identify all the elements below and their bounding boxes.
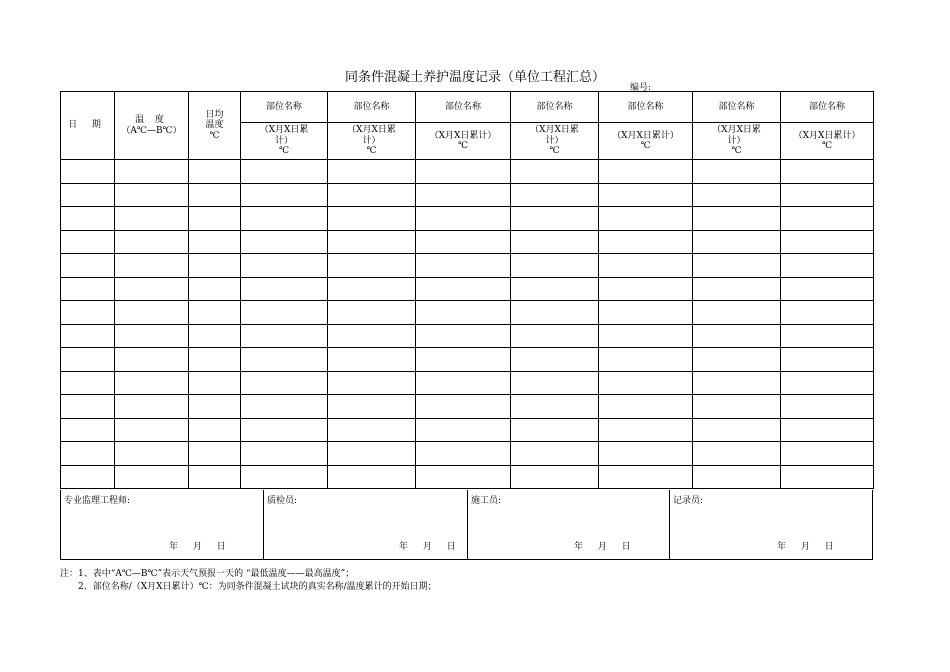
- cumulative-line2: 计）: [362, 135, 381, 146]
- table-cell[interactable]: [328, 277, 416, 301]
- table-row: [61, 230, 874, 254]
- table-cell[interactable]: [189, 395, 241, 419]
- table-cell[interactable]: [241, 442, 328, 466]
- supervisor-signature-box[interactable]: [61, 490, 264, 559]
- table-cell[interactable]: [416, 230, 511, 254]
- header-part-name-3: 部位名称: [416, 92, 511, 123]
- table-cell[interactable]: [61, 465, 115, 489]
- cumulative-unit: ℃: [640, 141, 651, 151]
- table-cell[interactable]: [416, 371, 511, 395]
- table-row: [61, 418, 874, 442]
- header-cumulative-2: [328, 123, 416, 160]
- table-cell[interactable]: [511, 254, 599, 278]
- table-cell[interactable]: [241, 465, 328, 489]
- constructor-signature-box[interactable]: [468, 490, 670, 559]
- supervisor-date: 年 月 日: [169, 542, 226, 552]
- table-cell[interactable]: [328, 371, 416, 395]
- table-cell[interactable]: [511, 160, 599, 184]
- table-cell[interactable]: [599, 371, 693, 395]
- table-cell[interactable]: [328, 183, 416, 207]
- table-cell[interactable]: [61, 442, 115, 466]
- table-cell[interactable]: [416, 277, 511, 301]
- table-cell[interactable]: [61, 371, 115, 395]
- table-row: [61, 207, 874, 231]
- cumulative-unit: ℃: [457, 141, 469, 151]
- cumulative-unit: ℃: [821, 141, 833, 151]
- table-cell[interactable]: [115, 465, 189, 489]
- header-part-name-1: 部位名称: [241, 92, 328, 123]
- table-cell[interactable]: [241, 348, 328, 372]
- table-cell[interactable]: [241, 277, 328, 301]
- table-cell[interactable]: [328, 418, 416, 442]
- table-row: [61, 301, 874, 325]
- table-cell[interactable]: [781, 160, 874, 184]
- table-cell[interactable]: [189, 324, 241, 348]
- table-cell[interactable]: [599, 324, 693, 348]
- table-cell[interactable]: [599, 230, 693, 254]
- header-cumulative-5: [599, 123, 693, 160]
- table-cell[interactable]: [328, 160, 416, 184]
- table-cell[interactable]: [115, 395, 189, 419]
- cumulative-unit: ℃: [278, 146, 290, 157]
- table-cell[interactable]: [693, 418, 781, 442]
- table-cell[interactable]: [328, 348, 416, 372]
- table-cell[interactable]: [599, 277, 693, 301]
- table-cell[interactable]: [781, 465, 874, 489]
- cumulative-line1: （X月X日累: [712, 125, 761, 136]
- table-cell[interactable]: [115, 254, 189, 278]
- table-cell[interactable]: [189, 207, 241, 231]
- table-cell[interactable]: [781, 371, 874, 395]
- table-cell[interactable]: [189, 465, 241, 489]
- table-cell[interactable]: [781, 254, 874, 278]
- table-cell[interactable]: [599, 301, 693, 325]
- table-cell[interactable]: [511, 465, 599, 489]
- table-cell[interactable]: [416, 301, 511, 325]
- table-cell[interactable]: [511, 277, 599, 301]
- table-row: [61, 277, 874, 301]
- table-cell[interactable]: [115, 207, 189, 231]
- table-cell[interactable]: [328, 207, 416, 231]
- table-cell[interactable]: [189, 160, 241, 184]
- table-cell[interactable]: [781, 395, 874, 419]
- table-cell[interactable]: [328, 395, 416, 419]
- table-cell[interactable]: [416, 465, 511, 489]
- table-cell[interactable]: [781, 207, 874, 231]
- table-cell[interactable]: [416, 442, 511, 466]
- cumulative-unit: ℃: [549, 146, 560, 157]
- table-cell[interactable]: [189, 254, 241, 278]
- header-date: 日 期: [61, 92, 115, 160]
- cumulative-line: （X月X日累计）: [793, 130, 861, 141]
- constructor-label: 施工员:: [471, 496, 502, 506]
- header-temperature-label: 温 度: [135, 115, 168, 126]
- header-cumulative-6: [693, 123, 781, 160]
- table-cell[interactable]: [115, 277, 189, 301]
- table-cell[interactable]: [61, 230, 115, 254]
- table-cell[interactable]: [781, 324, 874, 348]
- table-cell[interactable]: [189, 418, 241, 442]
- table-cell[interactable]: [115, 324, 189, 348]
- table-cell[interactable]: [781, 277, 874, 301]
- table-cell[interactable]: [599, 183, 693, 207]
- table-cell[interactable]: [61, 207, 115, 231]
- table-cell[interactable]: [511, 324, 599, 348]
- table-cell[interactable]: [511, 183, 599, 207]
- cumulative-line1: （X月X日累: [347, 125, 396, 136]
- table-cell[interactable]: [693, 160, 781, 184]
- header-part-name-4: 部位名称: [511, 92, 599, 123]
- table-cell[interactable]: [693, 348, 781, 372]
- table-cell[interactable]: [781, 348, 874, 372]
- signature-area: [60, 490, 873, 560]
- table-cell[interactable]: [241, 371, 328, 395]
- table-cell[interactable]: [416, 207, 511, 231]
- table-row: [61, 395, 874, 419]
- table-cell[interactable]: [599, 442, 693, 466]
- table-cell[interactable]: [781, 301, 874, 325]
- header-part-name-5: 部位名称: [599, 92, 693, 123]
- header-avg-line2: 温度: [205, 120, 224, 131]
- table-cell[interactable]: [693, 230, 781, 254]
- header-daily-average: [189, 92, 241, 160]
- table-cell[interactable]: [416, 324, 511, 348]
- cumulative-line: （X月X日累计）: [612, 130, 679, 141]
- table-cell[interactable]: [416, 418, 511, 442]
- table-cell[interactable]: [115, 371, 189, 395]
- header-avg-line1: 日均: [205, 109, 224, 120]
- table-cell[interactable]: [511, 371, 599, 395]
- table-cell[interactable]: [416, 395, 511, 419]
- table-cell[interactable]: [511, 301, 599, 325]
- table-cell[interactable]: [511, 230, 599, 254]
- table-cell[interactable]: [241, 395, 328, 419]
- header-cumulative-7: [781, 123, 874, 160]
- table-cell[interactable]: [189, 301, 241, 325]
- header-part-name-2: 部位名称: [328, 92, 416, 123]
- table-cell[interactable]: [61, 348, 115, 372]
- table-cell[interactable]: [693, 183, 781, 207]
- header-temperature: [115, 92, 189, 160]
- table-row: [61, 442, 874, 466]
- header-avg-unit: ℃: [209, 130, 220, 141]
- serial-number-label: 编号:: [630, 83, 652, 93]
- table-cell[interactable]: [328, 442, 416, 466]
- table-cell[interactable]: [781, 442, 874, 466]
- page-title: 同条件混凝土养护温度记录（单位工程汇总）: [344, 70, 605, 85]
- table-cell[interactable]: [189, 442, 241, 466]
- temperature-record-table: [60, 91, 874, 489]
- table-cell[interactable]: [241, 183, 328, 207]
- cumulative-unit: ℃: [731, 146, 742, 157]
- inspector-date: 年 月 日: [399, 542, 456, 552]
- table-cell[interactable]: [416, 348, 511, 372]
- table-cell[interactable]: [328, 230, 416, 254]
- table-cell[interactable]: [781, 230, 874, 254]
- table-cell[interactable]: [328, 465, 416, 489]
- table-cell[interactable]: [599, 254, 693, 278]
- table-cell[interactable]: [115, 301, 189, 325]
- header-cumulative-3: [416, 123, 511, 160]
- table-cell[interactable]: [61, 301, 115, 325]
- table-cell[interactable]: [241, 301, 328, 325]
- table-cell[interactable]: [693, 324, 781, 348]
- header-part-name-7: 部位名称: [781, 92, 874, 123]
- table-cell[interactable]: [693, 465, 781, 489]
- table-cell[interactable]: [328, 324, 416, 348]
- table-row: [61, 348, 874, 372]
- header-cumulative-1: [241, 123, 328, 160]
- notes: [60, 568, 437, 594]
- table-cell[interactable]: [599, 418, 693, 442]
- inspector-signature-box[interactable]: [264, 490, 468, 559]
- table-row: [61, 371, 874, 395]
- table-cell[interactable]: [511, 442, 599, 466]
- note-line-1: 注：1、表中“A℃—B℃”表示天气预报一天的 “最低温度——最高温度”；: [60, 569, 355, 579]
- header-part-name-6: 部位名称: [693, 92, 781, 123]
- table-body: [61, 160, 874, 489]
- table-cell[interactable]: [599, 465, 693, 489]
- table-row: [61, 254, 874, 278]
- recorder-label: 记录员:: [673, 496, 704, 506]
- table-cell[interactable]: [241, 418, 328, 442]
- table-cell[interactable]: [61, 160, 115, 184]
- table-cell[interactable]: [781, 183, 874, 207]
- cumulative-line2: 计）: [727, 135, 746, 146]
- table-cell[interactable]: [61, 277, 115, 301]
- table-cell[interactable]: [693, 254, 781, 278]
- table-cell[interactable]: [599, 348, 693, 372]
- cumulative-line2: 计）: [274, 135, 293, 146]
- table-cell[interactable]: [189, 230, 241, 254]
- table-cell[interactable]: [328, 301, 416, 325]
- recorder-signature-box[interactable]: [670, 490, 872, 559]
- table-cell[interactable]: [511, 207, 599, 231]
- table-cell[interactable]: [241, 254, 328, 278]
- table-cell[interactable]: [328, 254, 416, 278]
- table-cell[interactable]: [599, 160, 693, 184]
- cumulative-line1: （X月X日累: [530, 125, 579, 136]
- table-cell[interactable]: [61, 254, 115, 278]
- table-cell[interactable]: [511, 348, 599, 372]
- table-cell[interactable]: [241, 230, 328, 254]
- table-cell[interactable]: [511, 418, 599, 442]
- table-cell[interactable]: [115, 160, 189, 184]
- table-cell[interactable]: [61, 324, 115, 348]
- table-cell[interactable]: [693, 301, 781, 325]
- table-cell[interactable]: [416, 183, 511, 207]
- table-cell[interactable]: [693, 371, 781, 395]
- table-cell[interactable]: [241, 324, 328, 348]
- table-cell[interactable]: [416, 160, 511, 184]
- table-cell[interactable]: [781, 418, 874, 442]
- table-cell[interactable]: [189, 183, 241, 207]
- table-cell[interactable]: [241, 207, 328, 231]
- recorder-date: 年 月 日: [777, 542, 834, 552]
- header-temperature-unit: （A℃—B℃）: [121, 125, 182, 136]
- table-row: [61, 160, 874, 184]
- table-cell[interactable]: [693, 277, 781, 301]
- table-cell[interactable]: [115, 418, 189, 442]
- table-cell[interactable]: [61, 418, 115, 442]
- table-cell[interactable]: [189, 371, 241, 395]
- table-cell[interactable]: [511, 395, 599, 419]
- table-cell[interactable]: [189, 277, 241, 301]
- cumulative-unit: ℃: [366, 146, 377, 157]
- table-cell[interactable]: [693, 395, 781, 419]
- cumulative-line: （X月X日累计）: [429, 130, 497, 141]
- table-cell[interactable]: [189, 348, 241, 372]
- table-cell[interactable]: [115, 442, 189, 466]
- table-cell[interactable]: [693, 442, 781, 466]
- table-cell[interactable]: [599, 395, 693, 419]
- supervisor-label: 专业监理工程师:: [64, 496, 131, 506]
- table-cell[interactable]: [61, 395, 115, 419]
- cumulative-line2: 计）: [545, 135, 564, 146]
- table-row: [61, 465, 874, 489]
- table-cell[interactable]: [115, 348, 189, 372]
- table-cell[interactable]: [599, 207, 693, 231]
- header-cumulative-4: [511, 123, 599, 160]
- table-cell[interactable]: [115, 183, 189, 207]
- table-cell[interactable]: [693, 207, 781, 231]
- table-cell[interactable]: [416, 254, 511, 278]
- table-cell[interactable]: [115, 230, 189, 254]
- constructor-date: 年 月 日: [574, 542, 631, 552]
- note-line-2: 2、部位名称/（X月X日累计）℃：为同条件混凝土试块的真实名称/温度累计的开始日期；: [78, 582, 437, 592]
- cumulative-line1: （X月X日累: [259, 125, 309, 136]
- table-row: [61, 324, 874, 348]
- inspector-label: 质检员:: [267, 496, 298, 506]
- table-cell[interactable]: [61, 183, 115, 207]
- table-cell[interactable]: [241, 160, 328, 184]
- table-row: [61, 183, 874, 207]
